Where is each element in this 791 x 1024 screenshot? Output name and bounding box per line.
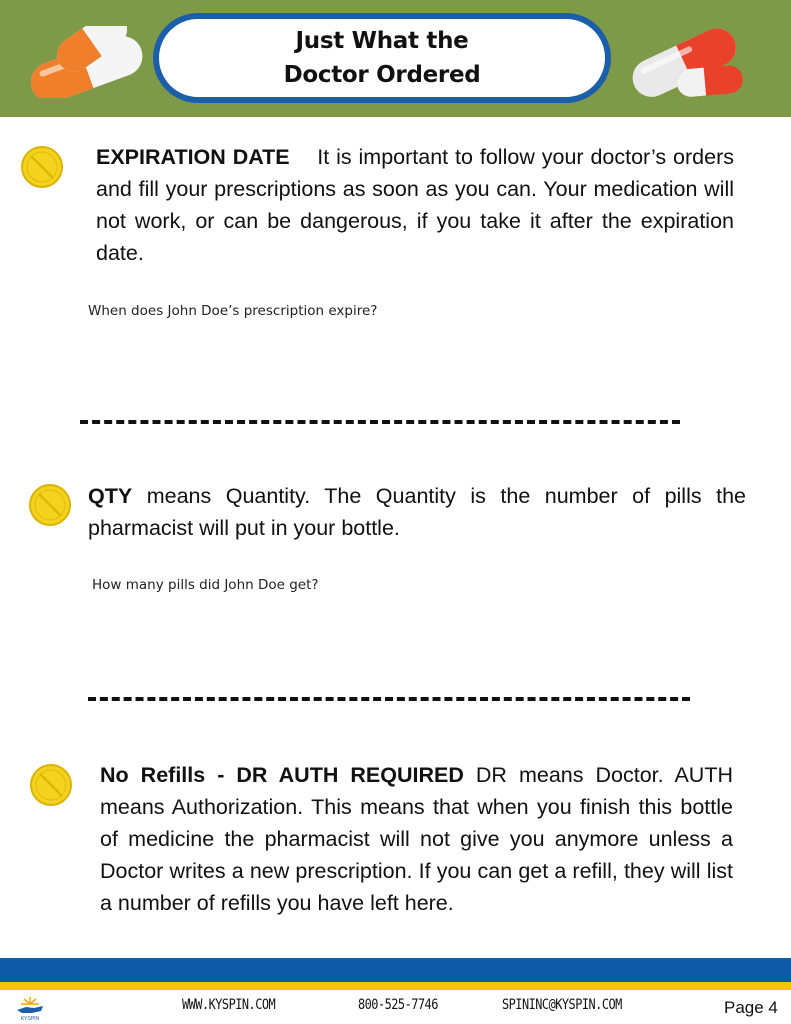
yellow-pill-bullet-icon	[18, 143, 66, 191]
qty-term: QTY	[88, 484, 133, 508]
refills-text: DR means Doctor. AUTH means Authorization. This means that when you finish this bottle of medicine the pharmacist will not give you anymore unless a Doctor writes a new prescription. If you can get a refill, they will list a number of refills you have left here.	[100, 763, 733, 915]
refills-term: No Refills - DR AUTH REQUIRED	[100, 763, 464, 787]
yellow-pill-bullet-icon	[26, 481, 74, 529]
title-banner	[153, 13, 611, 103]
footer-blue-band	[0, 958, 791, 982]
qty-question: How many pills did John Doe get?	[92, 577, 319, 593]
refills-paragraph	[100, 759, 733, 919]
footer-email[interactable]: SPININC@KYSPIN.COM	[502, 997, 622, 1013]
expiration-answer-line[interactable]	[80, 420, 680, 424]
qty-paragraph	[88, 480, 746, 544]
title-line-2: Doctor Ordered	[283, 62, 481, 88]
expiration-date-term: EXPIRATION DATE	[96, 145, 290, 169]
kyspin-logo-icon	[14, 994, 46, 1022]
title-line-1: Just What the	[295, 28, 469, 54]
yellow-pill-bullet-icon	[27, 761, 75, 809]
footer-phone[interactable]: 800-525-7746	[358, 997, 438, 1013]
capsule-pill-icon	[20, 26, 146, 98]
expiration-question: When does John Doe’s prescription expire?	[88, 303, 378, 319]
capsule-pill-icon	[620, 22, 746, 98]
qty-answer-line[interactable]	[88, 697, 690, 701]
footer-website[interactable]: WWW.KYSPIN.COM	[182, 997, 276, 1013]
qty-text: means Quantity. The Quantity is the number of pills the pharmacist will put in your bottle.	[88, 484, 746, 540]
page-number: Page 4	[724, 998, 778, 1017]
header-banner	[0, 0, 791, 117]
footer-yellow-band	[0, 982, 791, 990]
expiration-date-text: It is important to follow your doctor’s orders and fill your prescriptions as soon as you can. Your medication will not work, or can be dangerous, if you take it after the expiration date.	[96, 145, 734, 265]
expiration-date-paragraph	[96, 141, 734, 269]
kyspin-logo-text: KYSPIN	[20, 1016, 40, 1022]
